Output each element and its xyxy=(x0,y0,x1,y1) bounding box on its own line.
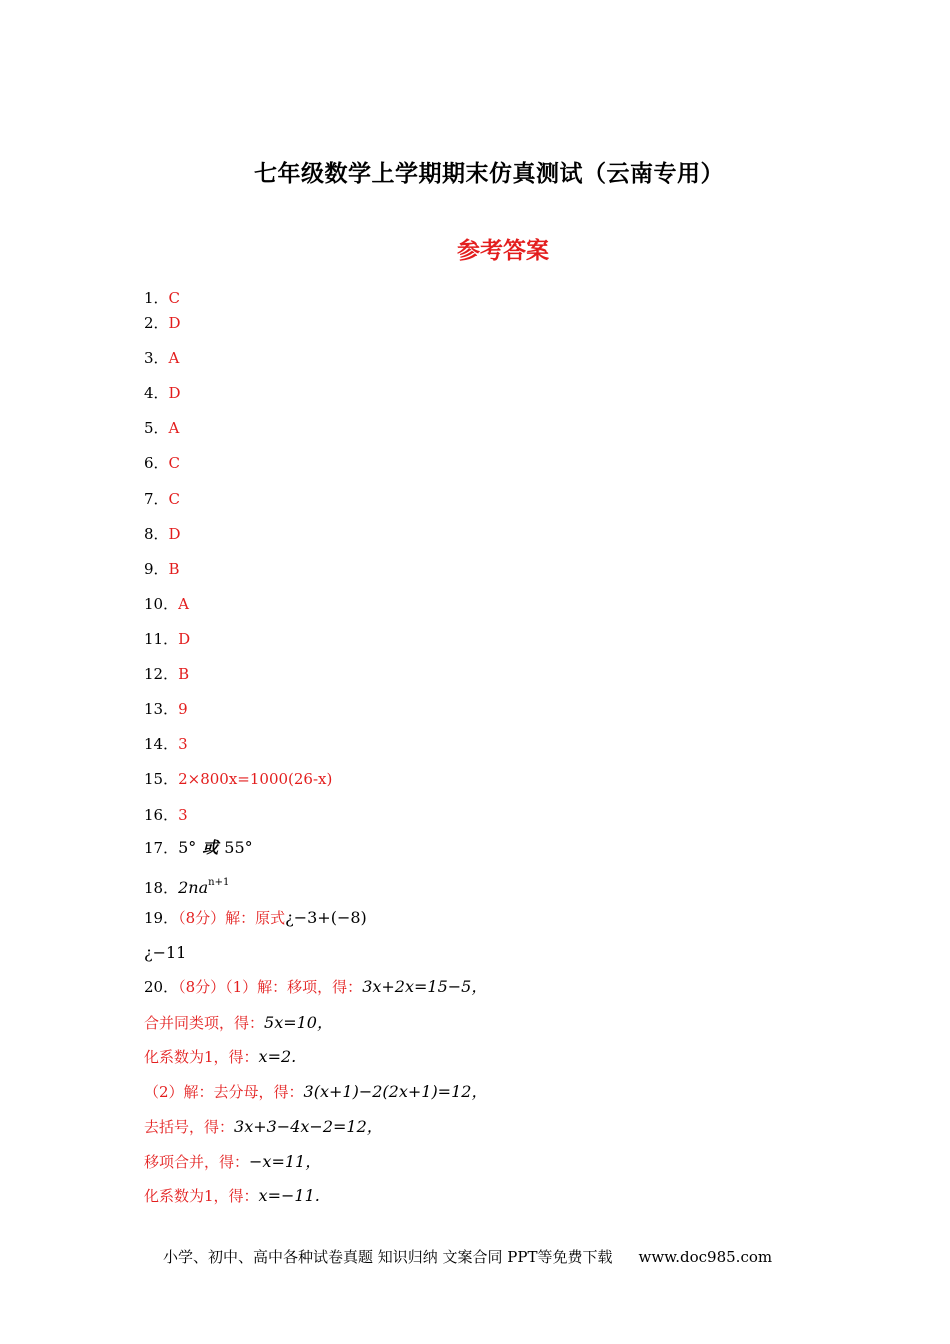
question-number: 8． xyxy=(144,525,169,543)
answer-value: D xyxy=(168,314,181,332)
answer-value: D xyxy=(168,384,181,402)
solution-expression: 3x+2x=15−5， xyxy=(362,977,488,996)
answer-value: A xyxy=(178,595,189,613)
answer-value: C xyxy=(168,490,181,508)
answer-value xyxy=(178,878,229,897)
question-number: 6． xyxy=(144,454,169,472)
answer-item xyxy=(144,418,179,438)
answer-connector: 或 xyxy=(202,838,219,857)
answer-item xyxy=(144,664,189,684)
question-number: 20． xyxy=(144,978,179,996)
answer-value: 3 xyxy=(178,806,188,824)
solution-label: （8分）（1）解：移项，得： xyxy=(178,978,363,996)
answer-expression: 2na xyxy=(178,878,209,897)
answer-value: C xyxy=(168,289,181,307)
answer-item xyxy=(144,313,181,333)
question-number: 18． xyxy=(144,879,179,897)
answer-item xyxy=(144,805,188,825)
answer-value: A xyxy=(168,419,180,437)
question-number: 13． xyxy=(144,700,179,718)
answer-item xyxy=(144,348,179,368)
solution-expression: x=2. xyxy=(258,1047,297,1066)
question-number: 11． xyxy=(144,630,179,648)
solution-label: （2）解：去分母，得： xyxy=(144,1083,304,1101)
question-number: 2． xyxy=(144,314,169,332)
footer-text: 小学、初中、高中各种试卷真题 知识归纳 文案合同 PPT等免费下载 xyxy=(163,1248,613,1266)
answer-item xyxy=(144,524,181,544)
question-number: 9． xyxy=(144,560,169,578)
question-number: 16． xyxy=(144,806,179,824)
footer-link[interactable]: www.doc985.com xyxy=(638,1248,773,1266)
solution-label: 化系数为1，得： xyxy=(144,1048,259,1066)
solution-expression: 3(x+1)−2(2x+1)=12， xyxy=(303,1082,488,1101)
solution-label: （8分）解：原式 xyxy=(178,909,286,927)
answer-value: 3 xyxy=(178,735,188,753)
document-title: 七年级数学上学期期末仿真测试（云南专用） xyxy=(254,161,724,187)
answer-item xyxy=(144,288,180,308)
solution-line xyxy=(144,1013,333,1033)
answer-item-18 xyxy=(144,873,229,898)
answer-exponent: n+1 xyxy=(208,877,230,888)
solution-line xyxy=(144,1082,487,1102)
solution-expression: −x=11， xyxy=(249,1152,322,1171)
solution-line xyxy=(144,1186,320,1206)
solution-expression: x=−11. xyxy=(258,1186,320,1205)
answer-value: 9 xyxy=(178,700,188,718)
question-number: 5． xyxy=(144,419,169,437)
page-footer xyxy=(163,1246,772,1267)
answer-item xyxy=(144,629,190,649)
solution-line xyxy=(144,943,186,963)
question-number: 12． xyxy=(144,665,179,683)
answer-item xyxy=(144,559,180,579)
answer-value: C xyxy=(168,454,181,472)
answer-item-17 xyxy=(144,838,253,858)
answer-value: 55° xyxy=(224,838,253,857)
solution-label: 移项合并，得： xyxy=(144,1153,250,1171)
question-number: 10． xyxy=(144,595,179,613)
answer-item xyxy=(144,489,180,509)
answer-item xyxy=(144,699,188,719)
answer-value: 2×800x=1000(26-x) xyxy=(178,770,333,788)
answer-item-20 xyxy=(144,977,487,997)
answer-item xyxy=(144,769,332,789)
answer-item xyxy=(144,734,188,754)
answer-value: 5° xyxy=(178,838,197,857)
answer-value: D xyxy=(178,630,191,648)
answer-item xyxy=(144,453,180,473)
solution-line xyxy=(144,1047,296,1067)
answer-item xyxy=(144,383,181,403)
solution-expression: 5x=10， xyxy=(264,1013,333,1032)
question-number: 1． xyxy=(144,289,169,307)
answer-key-heading: 参考答案 xyxy=(457,238,549,264)
solution-line xyxy=(144,1117,383,1137)
question-number: 19． xyxy=(144,909,179,927)
answer-value: D xyxy=(168,525,181,543)
answer-value: B xyxy=(178,665,190,683)
solution-label: 化系数为1，得： xyxy=(144,1187,259,1205)
answer-value: B xyxy=(168,560,180,578)
question-number: 7． xyxy=(144,490,169,508)
answer-item xyxy=(144,594,189,614)
solution-expression: 3x+3−4x−2=12， xyxy=(234,1117,383,1136)
question-number: 4． xyxy=(144,384,169,402)
solution-expression: ¿−11 xyxy=(144,943,187,962)
solution-label: 合并同类项，得： xyxy=(144,1014,265,1032)
answer-item-19 xyxy=(144,908,367,928)
solution-label: 去括号，得： xyxy=(144,1118,235,1136)
question-number: 15． xyxy=(144,770,179,788)
question-number: 14． xyxy=(144,735,179,753)
question-number: 17． xyxy=(144,839,179,857)
question-number: 3． xyxy=(144,349,169,367)
solution-line xyxy=(144,1152,321,1172)
solution-expression: ¿−3+(−8) xyxy=(285,908,367,927)
answer-value: A xyxy=(168,349,180,367)
